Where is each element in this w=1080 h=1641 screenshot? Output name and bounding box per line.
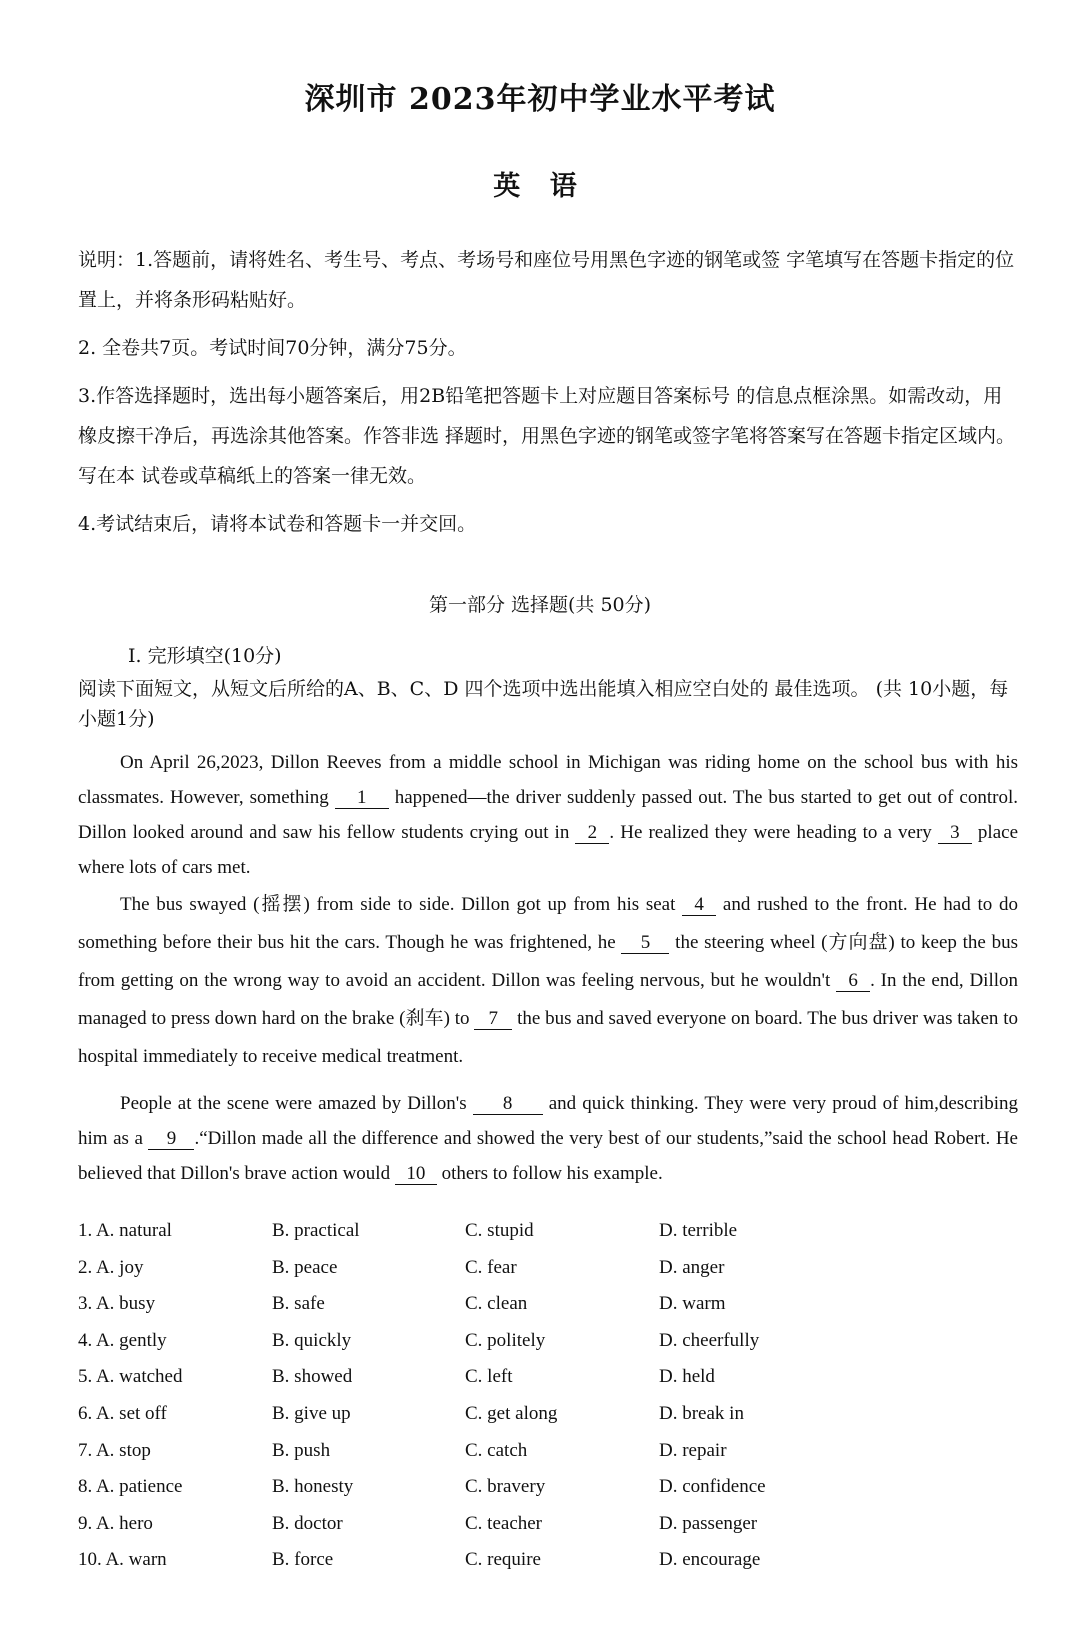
- option-c: C. stupid: [465, 1220, 534, 1241]
- passage-text: . In the end, Dillon managed to press down hard on the brake (刹车) to: [78, 970, 1018, 1029]
- option-d: D. passenger: [659, 1512, 758, 1534]
- option-b: B. doctor: [272, 1512, 343, 1534]
- passage-text: People at the scene were amazed by Dillon's: [120, 1093, 473, 1114]
- option-c: C. bravery: [465, 1476, 546, 1498]
- option-a: 7. A. stop: [78, 1439, 151, 1461]
- option-a: 4. A. gently: [78, 1329, 167, 1351]
- option-row-6: [78, 1396, 1018, 1433]
- option-c: C. clean: [465, 1293, 528, 1315]
- option-row-8: [78, 1469, 1018, 1506]
- exam-notes: [78, 240, 1018, 552]
- option-a: 2. A. joy: [78, 1256, 144, 1278]
- option-c: C. fear: [465, 1256, 517, 1278]
- blank-8: 8: [473, 1094, 543, 1115]
- passage-text: .“Dillon made all the difference and showed the very best of our students,”said the school head Robert. He believed that Dillon's brave action would: [78, 1128, 1018, 1184]
- blank-3: 3: [938, 823, 972, 844]
- blank-9: 9: [148, 1129, 194, 1150]
- passage-paragraph-3: [78, 1086, 1018, 1191]
- option-b: B. safe: [272, 1293, 325, 1315]
- option-a: 1. A. natural: [78, 1220, 172, 1241]
- option-row-3: [78, 1286, 1018, 1323]
- option-d: D. held: [659, 1366, 715, 1388]
- option-b: B. push: [272, 1439, 331, 1461]
- blank-4: 4: [682, 895, 716, 916]
- option-row-4: [78, 1323, 1018, 1360]
- option-row-9: [78, 1506, 1018, 1543]
- passage-text: others to follow his example.: [436, 1163, 663, 1184]
- blank-5: 5: [621, 933, 669, 954]
- answer-options: [78, 1213, 1018, 1579]
- option-d: D. warm: [659, 1293, 726, 1315]
- option-d: D. break in: [659, 1402, 744, 1424]
- option-a: 6. A. set off: [78, 1402, 167, 1424]
- option-b: B. force: [272, 1549, 334, 1571]
- note-2: 2. 全卷共7页。考试时间70分钟，满分75分。: [78, 337, 467, 359]
- note-3: 3.作答选择题时，选出每小题答案后，用2B铅笔把答题卡上对应题目答案标号 的信息点框涂黑。如需改动，用橡皮擦干净后，再选涂其他答案。作答非选 择题时，用黑色字迹的钢笔或签字笔将答案写在答题卡指定区域内。写在本 试卷或草稿纸上的答案一律无效。: [78, 385, 1016, 487]
- option-c: C. get along: [465, 1402, 558, 1424]
- passage-text: place where lots of cars met.: [78, 822, 1019, 878]
- option-c: C. catch: [465, 1439, 528, 1461]
- option-d: D. confidence: [659, 1476, 766, 1498]
- passage-text: happened—the driver suddenly passed out. The bus started to get out of control. Dillon looked around and saw his fellow students crying out in: [78, 787, 1018, 843]
- part-title: 第一部分 选择题(共 50分): [428, 594, 652, 616]
- passage-paragraph-2: [78, 886, 1018, 1076]
- passage-text: The bus swayed (摇摆) from side to side. Dillon got up from his seat: [120, 894, 683, 915]
- blank-6: 6: [836, 971, 870, 992]
- exam-subject: 英 语: [493, 171, 587, 202]
- option-a: 3. A. busy: [78, 1293, 156, 1315]
- option-row-5: [78, 1359, 1018, 1396]
- option-a: 8. A. patience: [78, 1476, 183, 1498]
- note-1: 说明：1.答题前，请将姓名、考生号、考点、考场号和座位号用黑色字迹的钢笔或签 字笔填写在答题卡指定的位置上，并将条形码粘贴好。: [78, 249, 1015, 311]
- option-b: B. showed: [272, 1366, 353, 1388]
- option-row-7: [78, 1433, 1018, 1470]
- passage-text: and quick thinking. They were very proud of him,describing him as a: [78, 1093, 1018, 1149]
- option-row-1: [78, 1213, 1018, 1250]
- option-d: D. anger: [659, 1256, 725, 1278]
- exam-title: 深圳市 2023年初中学业水平考试: [304, 82, 776, 117]
- passage-text: the bus and saved everyone on board. The bus driver was taken to hospital immediately to receive medical treatment.: [78, 1008, 1018, 1067]
- section-title: I. 完形填空(10分): [128, 645, 282, 667]
- passage-paragraph-1: [78, 745, 1018, 885]
- section-instructions: 阅读下面短文，从短文后所给的A、B、C、D 四个选项中选出能填入相应空白处的 最佳选项。 (共 10小题，每小题1分): [78, 678, 1009, 730]
- option-c: C. require: [465, 1549, 541, 1571]
- passage-text: and rushed to the front. He had to do something before their bus hit the cars. Though he was frightened, he: [78, 894, 1018, 953]
- blank-2: 2: [575, 823, 609, 844]
- option-b: B. honesty: [272, 1476, 354, 1498]
- option-c: C. left: [465, 1366, 513, 1388]
- note-4: 4.考试结束后，请将本试卷和答题卡一并交回。: [78, 513, 477, 535]
- option-a: 5. A. watched: [78, 1366, 183, 1388]
- option-row-2: [78, 1250, 1018, 1287]
- option-d: D. encourage: [659, 1549, 761, 1571]
- option-d: D. cheerfully: [659, 1329, 760, 1351]
- option-c: C. teacher: [465, 1512, 543, 1534]
- option-b: B. practical: [272, 1220, 360, 1241]
- option-b: B. peace: [272, 1256, 338, 1278]
- option-a: 10. A. warn: [78, 1549, 167, 1571]
- option-d: D. terrible: [659, 1220, 738, 1241]
- passage-text: the steering wheel (方向盘) to keep the bus from getting on the wrong way to avoid an accident. Dillon was feeling nervous, but he wouldn't: [78, 932, 1018, 991]
- passage-text: On April 26,2023, Dillon Reeves from a middle school in Michigan was riding home on the school bus with his classmates. However, something: [78, 752, 1018, 808]
- option-b: B. quickly: [272, 1329, 352, 1351]
- passage-text: . He realized they were heading to a very: [609, 822, 938, 843]
- option-a: 9. A. hero: [78, 1512, 153, 1534]
- blank-7: 7: [474, 1009, 512, 1030]
- blank-1: 1: [335, 788, 389, 809]
- option-d: D. repair: [659, 1439, 727, 1461]
- option-row-10: [78, 1542, 1018, 1579]
- cloze-passage: [78, 745, 1018, 1191]
- option-b: B. give up: [272, 1402, 351, 1424]
- blank-10: 10: [395, 1164, 437, 1185]
- option-c: C. politely: [465, 1329, 546, 1351]
